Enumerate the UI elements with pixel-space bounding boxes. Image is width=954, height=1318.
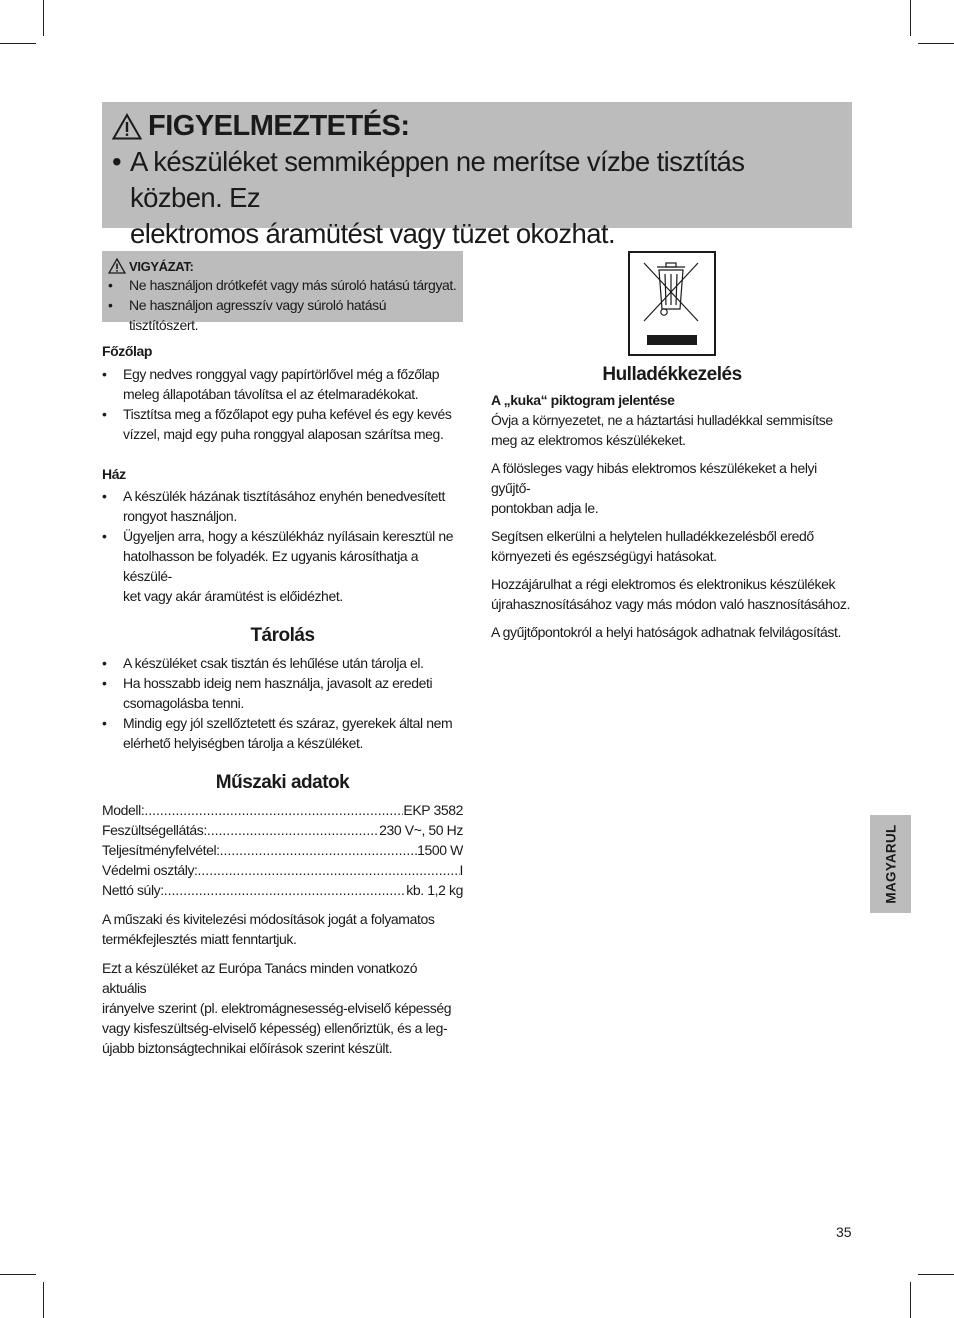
- list-item: [102, 364, 463, 404]
- warning-triangle-icon: [112, 113, 142, 140]
- list-item-text: Ne használjon agresszív vagy súroló hatású tisztítószert.: [129, 297, 387, 333]
- list-item: [108, 275, 457, 295]
- bullet: •: [102, 366, 107, 382]
- paragraph: [491, 410, 853, 450]
- crop-mark: [910, 0, 911, 36]
- list-item: [102, 673, 463, 713]
- bullet: •: [112, 146, 122, 177]
- list-item-text: ket vagy akár áramütést is előidézhet.: [123, 588, 343, 604]
- section-subheading: A „kuka“ piktogram jelentése: [491, 392, 675, 408]
- list-item: [102, 653, 463, 673]
- leader-dots: [220, 840, 417, 860]
- warning-item: [112, 144, 842, 252]
- caution-title: [108, 257, 457, 275]
- section-heading: Tárolás: [250, 625, 315, 646]
- paragraph-line: A műszaki és kivitelezési módosítások jogát a folyamatos: [102, 911, 435, 927]
- paragraph-line: Óvja a környezetet, ne a háztartási hulladékkal semmisítse: [491, 412, 833, 428]
- paragraph-line: újabb biztonságtechnikai előírások szerint készült.: [102, 1040, 393, 1056]
- list-item: [102, 486, 463, 526]
- list-item: [102, 713, 463, 753]
- paragraph-line: Ezt a készüléket az Európa Tanács minden vonatkozó aktuális: [102, 960, 418, 996]
- paragraph-line: irányelve szerint (pl. elektromágnesesség-elviselő képesség: [102, 1000, 452, 1016]
- list-item-text: Ügyeljen arra, hogy a készülékház nyílásain keresztül ne: [123, 528, 454, 544]
- caution-title-text: VIGYÁZAT:: [129, 258, 194, 274]
- leader-dots: [144, 800, 403, 820]
- paragraph-line: környezeti és egészségügyi hatásokat.: [491, 548, 717, 564]
- section-heading: Hulladékkezelés: [602, 364, 742, 385]
- paragraph: [102, 958, 463, 1058]
- paragraph: [491, 574, 853, 614]
- list-item-text: hatolhasson be folyadék. Ez ugyanis károsíthatja a készülé-: [123, 548, 419, 584]
- list-item-text: rongyot használjon.: [123, 508, 237, 524]
- leader-dots: [198, 860, 460, 880]
- section-subheading: Ház: [102, 466, 126, 482]
- bullet: •: [108, 277, 113, 293]
- crop-mark: [910, 1282, 911, 1318]
- list-item-text: meleg állapotában távolítsa el az ételmaradékokat.: [123, 386, 419, 402]
- crop-mark: [0, 43, 36, 44]
- list-item-text: A készüléket csak tisztán és lehűlése után tárolja el.: [123, 655, 424, 671]
- page-number: 35: [836, 1224, 852, 1240]
- warning-title-text: FIGYELMEZTETÉS:: [148, 109, 410, 142]
- spec-label: Modell:: [102, 802, 145, 818]
- paragraph-line: Hozzájárulhat a régi elektromos és elektronikus készülékek: [491, 576, 836, 592]
- list-item-text: Egy nedves ronggyal vagy papírtörlővel még a főzőlap: [123, 366, 440, 382]
- leader-dots: [207, 820, 379, 840]
- list-item: [102, 526, 463, 606]
- list-item-text: A készülék házának tisztításához enyhén benedvesített: [123, 488, 446, 504]
- spec-label: Teljesítményfelvétel:: [102, 842, 220, 858]
- paragraph: [491, 458, 853, 518]
- warning-title: [112, 108, 842, 144]
- spec-label: Nettó súly:: [102, 882, 164, 898]
- spec-value: I: [459, 862, 463, 878]
- list-item: [102, 404, 463, 444]
- list-item-text: csomagolásba tenni.: [123, 695, 244, 711]
- bullet: •: [102, 528, 107, 544]
- paragraph-line: újrahasznosításához vagy más módon való hasznosításához.: [491, 596, 850, 612]
- crossed-out-wheelie-bin-icon: [628, 251, 716, 356]
- bullet: •: [102, 715, 107, 731]
- list-item-text: Ne használjon drótkefét vagy más súroló hatású tárgyat.: [129, 277, 457, 293]
- left-column: [102, 251, 463, 1058]
- spec-table: [102, 800, 463, 900]
- paragraph-line: pontokban adja le.: [491, 500, 599, 516]
- warning-box: [102, 102, 852, 249]
- language-tab: [870, 815, 911, 913]
- bullet: •: [102, 406, 107, 422]
- spec-value: kb. 1,2 kg: [406, 882, 463, 898]
- warning-line: A készüléket semmiképpen ne merítse vízbe tisztítás közben. Ez: [130, 146, 745, 213]
- spec-value: 230 V~, 50 Hz: [379, 822, 463, 838]
- crossed-out-wheelie-bin-icon: [630, 253, 714, 354]
- section-subheading: Főzőlap: [102, 343, 153, 359]
- spec-label: Védelmi osztály:: [102, 862, 198, 878]
- paragraph-line: A gyűjtőpontokról a helyi hatóságok adhatnak felvilágosítást.: [491, 624, 841, 640]
- spec-row: [102, 840, 463, 860]
- list-item-text: Ha hosszabb ideig nem használja, javasolt az eredeti: [123, 675, 433, 691]
- crop-mark: [43, 1282, 44, 1318]
- paragraph: [491, 622, 853, 642]
- bullet: •: [102, 655, 107, 671]
- list-item: [108, 295, 457, 335]
- caution-box: [102, 251, 463, 333]
- paragraph-line: Segítsen elkerülni a helytelen hulladékkezelésből eredő: [491, 528, 814, 544]
- paragraph: [491, 526, 853, 566]
- leader-dots: [164, 880, 407, 900]
- list-item-text: Mindig egy jól szellőztetett és száraz, gyerekek által nem: [123, 715, 453, 731]
- paragraph-line: A fölösleges vagy hibás elektromos készülékeket a helyi gyűjtő-: [491, 460, 817, 496]
- crop-mark: [0, 1274, 36, 1275]
- spec-value: EKP 3582: [403, 802, 463, 818]
- warning-line: elektromos áramütést vagy tüzet okozhat.: [130, 218, 615, 249]
- crop-mark: [918, 43, 954, 44]
- paragraph: [102, 909, 463, 949]
- bullet: •: [108, 297, 113, 313]
- spec-label: Feszültségellátás:: [102, 822, 207, 838]
- paragraph-line: meg az elektromos készülékeket.: [491, 432, 686, 448]
- spec-row: [102, 860, 463, 880]
- section-heading: Műszaki adatok: [215, 772, 350, 793]
- bullet: •: [102, 675, 107, 691]
- crop-mark: [43, 0, 44, 36]
- paragraph-line: vagy kisfeszültség-elviselő képesség) ellenőriztük, és a leg-: [102, 1020, 448, 1036]
- language-tab-label: MAGYARUL: [883, 824, 898, 904]
- paragraph-line: termékfejlesztés miatt fenntartjuk.: [102, 931, 297, 947]
- crop-mark: [918, 1274, 954, 1275]
- list-item-text: elérhető helyiségben tárolja a készüléket.: [123, 735, 364, 751]
- bullet: •: [102, 488, 107, 504]
- list-item-text: Tisztítsa meg a főzőlapot egy puha kefével és egy kevés: [123, 406, 452, 422]
- spec-row: [102, 820, 463, 840]
- spec-row: [102, 880, 463, 900]
- list-item-text: vízzel, majd egy puha ronggyal alaposan szárítsa meg.: [123, 426, 444, 442]
- spec-value: 1500 W: [417, 842, 463, 858]
- warning-triangle-icon: [108, 258, 126, 274]
- right-column: [491, 364, 853, 642]
- spec-row: [102, 800, 463, 820]
